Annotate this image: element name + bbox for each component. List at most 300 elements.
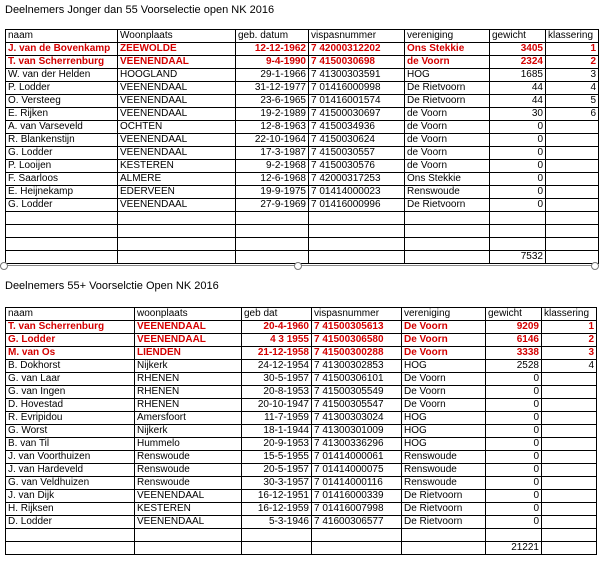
empty-cell xyxy=(405,212,490,225)
cell-club: Ons Stekkie xyxy=(405,173,490,186)
empty-cell xyxy=(490,212,546,225)
cell-rank xyxy=(546,134,599,147)
header-weight: gewicht xyxy=(490,30,546,43)
table-row xyxy=(6,82,599,95)
empty-cell xyxy=(402,529,486,542)
cell-rank xyxy=(546,199,599,212)
cell-rank xyxy=(542,464,597,477)
cell-pass-number: 7 41500030697 xyxy=(309,108,405,121)
cell-pass-number: 7 4150034936 xyxy=(309,121,405,134)
cell-place: VEENENDAAL xyxy=(135,490,242,503)
cell-club: De Voorn xyxy=(402,347,486,360)
cell-pass-number: 7 4150030557 xyxy=(309,147,405,160)
header-club: vereniging xyxy=(402,308,486,321)
table-row xyxy=(6,69,599,82)
empty-cell xyxy=(236,212,309,225)
cell-club: De Rietvoorn xyxy=(402,490,486,503)
table-row xyxy=(6,199,599,212)
cell-name: R. Evripidou xyxy=(6,412,135,425)
cell-club: HOG xyxy=(402,360,486,373)
cell-birthdate: 12-6-1968 xyxy=(236,173,309,186)
cell-pass-number: 7 41300303591 xyxy=(309,69,405,82)
cell-weight: 0 xyxy=(490,186,546,199)
header-birthdate: geb. datum xyxy=(236,30,309,43)
cell-birthdate: 9-4-1990 xyxy=(236,56,309,69)
empty-cell xyxy=(312,529,402,542)
empty-cell xyxy=(236,225,309,238)
cell-birthdate: 20-5-1957 xyxy=(242,464,312,477)
cell-club: de Voorn xyxy=(405,56,490,69)
cell-club: Renswoude xyxy=(402,477,486,490)
cell-pass-number: 7 41300336296 xyxy=(312,438,402,451)
cell-pass-number: 7 01414000061 xyxy=(312,451,402,464)
table-row xyxy=(6,56,599,69)
table-row xyxy=(6,464,597,477)
table-row xyxy=(6,160,599,173)
cell-place: VEENENDAAL xyxy=(118,82,236,95)
cell-pass-number: 7 41500306101 xyxy=(312,373,402,386)
empty-cell xyxy=(118,225,236,238)
cell-birthdate: 27-9-1969 xyxy=(236,199,309,212)
empty-cell xyxy=(6,212,118,225)
cell-pass-number: 7 01416001574 xyxy=(309,95,405,108)
cell-rank: 6 xyxy=(546,108,599,121)
cell-name: T. van Scherrenburg xyxy=(6,56,118,69)
cell-weight: 0 xyxy=(486,464,542,477)
cell-rank: 2 xyxy=(546,56,599,69)
table-row xyxy=(6,477,597,490)
cell-place: LIENDEN xyxy=(135,347,242,360)
cell-place: ZEEWOLDE xyxy=(118,43,236,56)
empty-cell xyxy=(6,225,118,238)
header-rank: klassering xyxy=(546,30,599,43)
cell-birthdate: 12-12-1962 xyxy=(236,43,309,56)
cell-weight: 44 xyxy=(490,95,546,108)
cell-place: RHENEN xyxy=(135,399,242,412)
empty-cell xyxy=(118,251,236,264)
empty-cell xyxy=(542,529,597,542)
table-row xyxy=(6,43,599,56)
empty-cell xyxy=(135,529,242,542)
cell-name: A. van Varseveld xyxy=(6,121,118,134)
cell-name: O. Versteeg xyxy=(6,95,118,108)
cell-weight: 2324 xyxy=(490,56,546,69)
cell-pass-number: 7 41500300288 xyxy=(312,347,402,360)
cell-pass-number: 7 01416000339 xyxy=(312,490,402,503)
cell-pass-number: 7 41300301009 xyxy=(312,425,402,438)
cell-club: HOG xyxy=(405,69,490,82)
cell-pass-number: 7 41500306580 xyxy=(312,334,402,347)
empty-cell xyxy=(546,212,599,225)
cell-club: HOG xyxy=(402,425,486,438)
cell-birthdate: 11-7-1959 xyxy=(242,412,312,425)
table-row xyxy=(6,121,599,134)
table-row xyxy=(6,108,599,121)
cell-weight: 0 xyxy=(486,386,542,399)
empty-cell xyxy=(405,251,490,264)
cell-rank xyxy=(546,160,599,173)
cell-rank xyxy=(542,477,597,490)
cell-rank: 4 xyxy=(542,360,597,373)
cell-club: De Rietvoorn xyxy=(405,82,490,95)
cell-pass-number: 7 01416000996 xyxy=(309,199,405,212)
cell-rank xyxy=(542,412,597,425)
empty-cell xyxy=(6,238,118,251)
cell-rank xyxy=(542,399,597,412)
table-row xyxy=(6,412,597,425)
cell-birthdate: 5-3-1946 xyxy=(242,516,312,529)
table-row xyxy=(6,186,599,199)
cell-pass-number: 7 42000317253 xyxy=(309,173,405,186)
cell-name: J. van Voorthuizen xyxy=(6,451,135,464)
cell-place: ALMERE xyxy=(118,173,236,186)
cell-birthdate: 30-3-1957 xyxy=(242,477,312,490)
cell-birthdate: 20-10-1947 xyxy=(242,399,312,412)
cell-birthdate: 18-1-1944 xyxy=(242,425,312,438)
cell-pass-number: 7 42000312202 xyxy=(309,43,405,56)
cell-weight: 2528 xyxy=(486,360,542,373)
cell-place: Renswoude xyxy=(135,464,242,477)
cell-place: Nijkerk xyxy=(135,425,242,438)
cell-birthdate: 19-2-1989 xyxy=(236,108,309,121)
table-row xyxy=(6,373,597,386)
table-row xyxy=(6,399,597,412)
header-pass-number: vispasnummer xyxy=(309,30,405,43)
cell-weight: 0 xyxy=(486,503,542,516)
table-under-55 xyxy=(5,29,599,264)
cell-rank: 1 xyxy=(542,321,597,334)
cell-pass-number: 7 41500305613 xyxy=(312,321,402,334)
resize-handle-center[interactable] xyxy=(294,262,302,270)
cell-place: VEENENDAAL xyxy=(118,134,236,147)
cell-place: Renswoude xyxy=(135,477,242,490)
cell-club: De Voorn xyxy=(402,334,486,347)
cell-weight: 6146 xyxy=(486,334,542,347)
cell-rank xyxy=(542,373,597,386)
cell-weight: 44 xyxy=(490,82,546,95)
cell-rank xyxy=(542,438,597,451)
empty-cell xyxy=(546,225,599,238)
cell-name: H. Rijksen xyxy=(6,503,135,516)
cell-club: De Voorn xyxy=(402,373,486,386)
cell-birthdate: 24-12-1954 xyxy=(242,360,312,373)
empty-cell xyxy=(135,542,242,555)
cell-place: KESTEREN xyxy=(135,503,242,516)
cell-club: De Rietvoorn xyxy=(405,95,490,108)
cell-rank: 1 xyxy=(546,43,599,56)
cell-weight: 0 xyxy=(486,451,542,464)
cell-club: Renswoude xyxy=(402,451,486,464)
cell-place: VEENENDAAL xyxy=(118,199,236,212)
cell-name: E. Heijnekamp xyxy=(6,186,118,199)
cell-pass-number: 7 01414000023 xyxy=(309,186,405,199)
header-place: Woonplaats xyxy=(118,30,236,43)
empty-cell xyxy=(309,251,405,264)
cell-club: de Voorn xyxy=(405,121,490,134)
empty-cell xyxy=(309,238,405,251)
header-club: vereniging xyxy=(405,30,490,43)
cell-place: KESTEREN xyxy=(118,160,236,173)
cell-club: Renswoude xyxy=(405,186,490,199)
empty-cell xyxy=(242,529,312,542)
cell-place: OCHTEN xyxy=(118,121,236,134)
total-row xyxy=(6,251,599,264)
empty-cell xyxy=(6,251,118,264)
cell-rank xyxy=(546,121,599,134)
cell-birthdate: 20-8-1953 xyxy=(242,386,312,399)
empty-cell xyxy=(6,542,135,555)
section1-title: Deelnemers Jonger dan 55 Voorselectie open NK 2016 xyxy=(5,4,275,16)
cell-place: VEENENDAAL xyxy=(118,147,236,160)
cell-name: J. van Dijk xyxy=(6,490,135,503)
cell-weight: 0 xyxy=(490,173,546,186)
cell-place: EDERVEEN xyxy=(118,186,236,199)
cell-name: G. Worst xyxy=(6,425,135,438)
empty-cell xyxy=(118,212,236,225)
cell-club: de Voorn xyxy=(405,134,490,147)
cell-name: D. Hovestad xyxy=(6,399,135,412)
empty-cell xyxy=(236,238,309,251)
cell-birthdate: 22-10-1964 xyxy=(236,134,309,147)
cell-pass-number: 7 01414000116 xyxy=(312,477,402,490)
cell-club: De Rietvoorn xyxy=(402,516,486,529)
cell-place: VEENENDAAL xyxy=(135,334,242,347)
cell-rank: 3 xyxy=(542,347,597,360)
empty-cell xyxy=(242,542,312,555)
total-row xyxy=(6,542,597,555)
cell-rank: 5 xyxy=(546,95,599,108)
table-row xyxy=(6,451,597,464)
cell-birthdate: 30-5-1957 xyxy=(242,373,312,386)
cell-weight: 0 xyxy=(486,399,542,412)
table-row xyxy=(6,360,597,373)
cell-club: De Voorn xyxy=(402,399,486,412)
table-row xyxy=(6,95,599,108)
table-row xyxy=(6,438,597,451)
empty-cell xyxy=(546,251,599,264)
cell-weight: 0 xyxy=(490,199,546,212)
cell-name: G. van Laar xyxy=(6,373,135,386)
cell-club: De Voorn xyxy=(402,321,486,334)
empty-row xyxy=(6,529,597,542)
cell-place: Renswoude xyxy=(135,451,242,464)
cell-pass-number: 7 41600306577 xyxy=(312,516,402,529)
cell-birthdate: 15-5-1955 xyxy=(242,451,312,464)
cell-weight: 1685 xyxy=(490,69,546,82)
total-weight: 7532 xyxy=(490,251,546,264)
cell-birthdate: 16-12-1951 xyxy=(242,490,312,503)
empty-cell xyxy=(118,238,236,251)
cell-place: Hummelo xyxy=(135,438,242,451)
header-birthdate: geb dat xyxy=(242,308,312,321)
cell-pass-number: 7 01416007998 xyxy=(312,503,402,516)
cell-club: De Rietvoorn xyxy=(405,199,490,212)
empty-cell xyxy=(486,529,542,542)
cell-rank xyxy=(546,173,599,186)
cell-rank xyxy=(542,386,597,399)
header-name: naam xyxy=(6,308,135,321)
cell-name: G. Lodder xyxy=(6,147,118,160)
table-row xyxy=(6,321,597,334)
header-name: naam xyxy=(6,30,118,43)
cell-weight: 0 xyxy=(490,160,546,173)
cell-name: R. Blankenstijn xyxy=(6,134,118,147)
cell-weight: 30 xyxy=(490,108,546,121)
cell-rank xyxy=(542,425,597,438)
cell-birthdate: 9-2-1968 xyxy=(236,160,309,173)
cell-rank xyxy=(542,490,597,503)
cell-rank xyxy=(546,147,599,160)
cell-weight: 9209 xyxy=(486,321,542,334)
empty-cell xyxy=(309,225,405,238)
table-header-row xyxy=(6,308,597,321)
empty-cell xyxy=(546,238,599,251)
cell-place: HOOGLAND xyxy=(118,69,236,82)
table-row xyxy=(6,134,599,147)
header-weight: gewicht xyxy=(486,308,542,321)
cell-birthdate: 19-9-1975 xyxy=(236,186,309,199)
cell-birthdate: 23-6-1965 xyxy=(236,95,309,108)
cell-weight: 0 xyxy=(490,147,546,160)
cell-rank: 2 xyxy=(542,334,597,347)
cell-place: RHENEN xyxy=(135,373,242,386)
cell-place: VEENENDAAL xyxy=(118,95,236,108)
cell-name: T. van Scherrenburg xyxy=(6,321,135,334)
table-row xyxy=(6,347,597,360)
header-pass-number: vispasnummer xyxy=(312,308,402,321)
cell-pass-number: 7 01416000998 xyxy=(309,82,405,95)
cell-pass-number: 7 41300302853 xyxy=(312,360,402,373)
cell-rank xyxy=(542,503,597,516)
section2-title: Deelnemers 55+ Voorselctie Open NK 2016 xyxy=(5,280,219,292)
table-row xyxy=(6,503,597,516)
cell-birthdate: 20-9-1953 xyxy=(242,438,312,451)
cell-name: J. van Hardeveld xyxy=(6,464,135,477)
table-row xyxy=(6,334,597,347)
cell-rank: 4 xyxy=(546,82,599,95)
cell-club: De Voorn xyxy=(402,386,486,399)
cell-name: B. Dokhorst xyxy=(6,360,135,373)
cell-place: Amersfoort xyxy=(135,412,242,425)
cell-name: F. Saarloos xyxy=(6,173,118,186)
cell-rank xyxy=(542,516,597,529)
table-55-plus xyxy=(5,307,597,555)
empty-row xyxy=(6,225,599,238)
cell-birthdate: 17-3-1987 xyxy=(236,147,309,160)
cell-birthdate: 21-12-1958 xyxy=(242,347,312,360)
cell-place: VEENENDAAL xyxy=(135,516,242,529)
cell-name: G. Lodder xyxy=(6,199,118,212)
cell-weight: 0 xyxy=(486,516,542,529)
table-row xyxy=(6,425,597,438)
cell-weight: 0 xyxy=(490,121,546,134)
cell-place: VEENENDAAL xyxy=(135,321,242,334)
cell-place: VEENENDAAL xyxy=(118,56,236,69)
cell-rank xyxy=(542,451,597,464)
cell-name: G. Lodder xyxy=(6,334,135,347)
table-row xyxy=(6,173,599,186)
cell-pass-number: 7 01414000075 xyxy=(312,464,402,477)
total-weight: 21221 xyxy=(486,542,542,555)
cell-weight: 0 xyxy=(490,134,546,147)
empty-cell xyxy=(542,542,597,555)
cell-name: D. Lodder xyxy=(6,516,135,529)
table-header-row xyxy=(6,30,599,43)
cell-birthdate: 16-12-1959 xyxy=(242,503,312,516)
cell-place: RHENEN xyxy=(135,386,242,399)
empty-cell xyxy=(312,542,402,555)
cell-birthdate: 31-12-1977 xyxy=(236,82,309,95)
empty-row xyxy=(6,238,599,251)
cell-weight: 0 xyxy=(486,425,542,438)
cell-birthdate: 29-1-1966 xyxy=(236,69,309,82)
cell-pass-number: 7 4150030576 xyxy=(309,160,405,173)
empty-row xyxy=(6,212,599,225)
cell-club: De Rietvoorn xyxy=(402,503,486,516)
cell-rank: 3 xyxy=(546,69,599,82)
table-row xyxy=(6,490,597,503)
cell-name: W. van der Helden xyxy=(6,69,118,82)
cell-weight: 0 xyxy=(486,477,542,490)
table-row xyxy=(6,516,597,529)
cell-weight: 0 xyxy=(486,490,542,503)
cell-club: Ons Stekkie xyxy=(405,43,490,56)
resize-handle-right[interactable] xyxy=(591,262,599,270)
cell-place: Nijkerk xyxy=(135,360,242,373)
cell-pass-number: 7 4150030624 xyxy=(309,134,405,147)
resize-handle-left[interactable] xyxy=(0,262,8,270)
cell-name: J. van de Bovenkamp xyxy=(6,43,118,56)
empty-cell xyxy=(405,238,490,251)
table-row xyxy=(6,386,597,399)
cell-name: G. van Ingen xyxy=(6,386,135,399)
cell-birthdate: 4 3 1955 xyxy=(242,334,312,347)
empty-cell xyxy=(490,238,546,251)
cell-club: HOG xyxy=(402,438,486,451)
cell-club: HOG xyxy=(402,412,486,425)
cell-weight: 0 xyxy=(486,373,542,386)
table-row xyxy=(6,147,599,160)
cell-weight: 0 xyxy=(486,412,542,425)
cell-pass-number: 7 41500305549 xyxy=(312,386,402,399)
cell-club: de Voorn xyxy=(405,108,490,121)
empty-cell xyxy=(402,542,486,555)
cell-name: M. van Os xyxy=(6,347,135,360)
cell-club: de Voorn xyxy=(405,147,490,160)
cell-rank xyxy=(546,186,599,199)
empty-cell xyxy=(309,212,405,225)
cell-name: E. Rijken xyxy=(6,108,118,121)
cell-name: P. Looijen xyxy=(6,160,118,173)
cell-weight: 0 xyxy=(486,438,542,451)
cell-pass-number: 7 4150030698 xyxy=(309,56,405,69)
cell-weight: 3338 xyxy=(486,347,542,360)
cell-weight: 3405 xyxy=(490,43,546,56)
cell-place: VEENENDAAL xyxy=(118,108,236,121)
cell-club: Renswoude xyxy=(402,464,486,477)
cell-name: P. Lodder xyxy=(6,82,118,95)
cell-name: B. van Til xyxy=(6,438,135,451)
cell-pass-number: 7 41300303024 xyxy=(312,412,402,425)
header-rank: klassering xyxy=(542,308,597,321)
cell-club: de Voorn xyxy=(405,160,490,173)
empty-cell xyxy=(490,225,546,238)
cell-pass-number: 7 41500305547 xyxy=(312,399,402,412)
cell-name: G. van Veldhuizen xyxy=(6,477,135,490)
empty-cell xyxy=(405,225,490,238)
cell-birthdate: 12-8-1963 xyxy=(236,121,309,134)
empty-cell xyxy=(6,529,135,542)
